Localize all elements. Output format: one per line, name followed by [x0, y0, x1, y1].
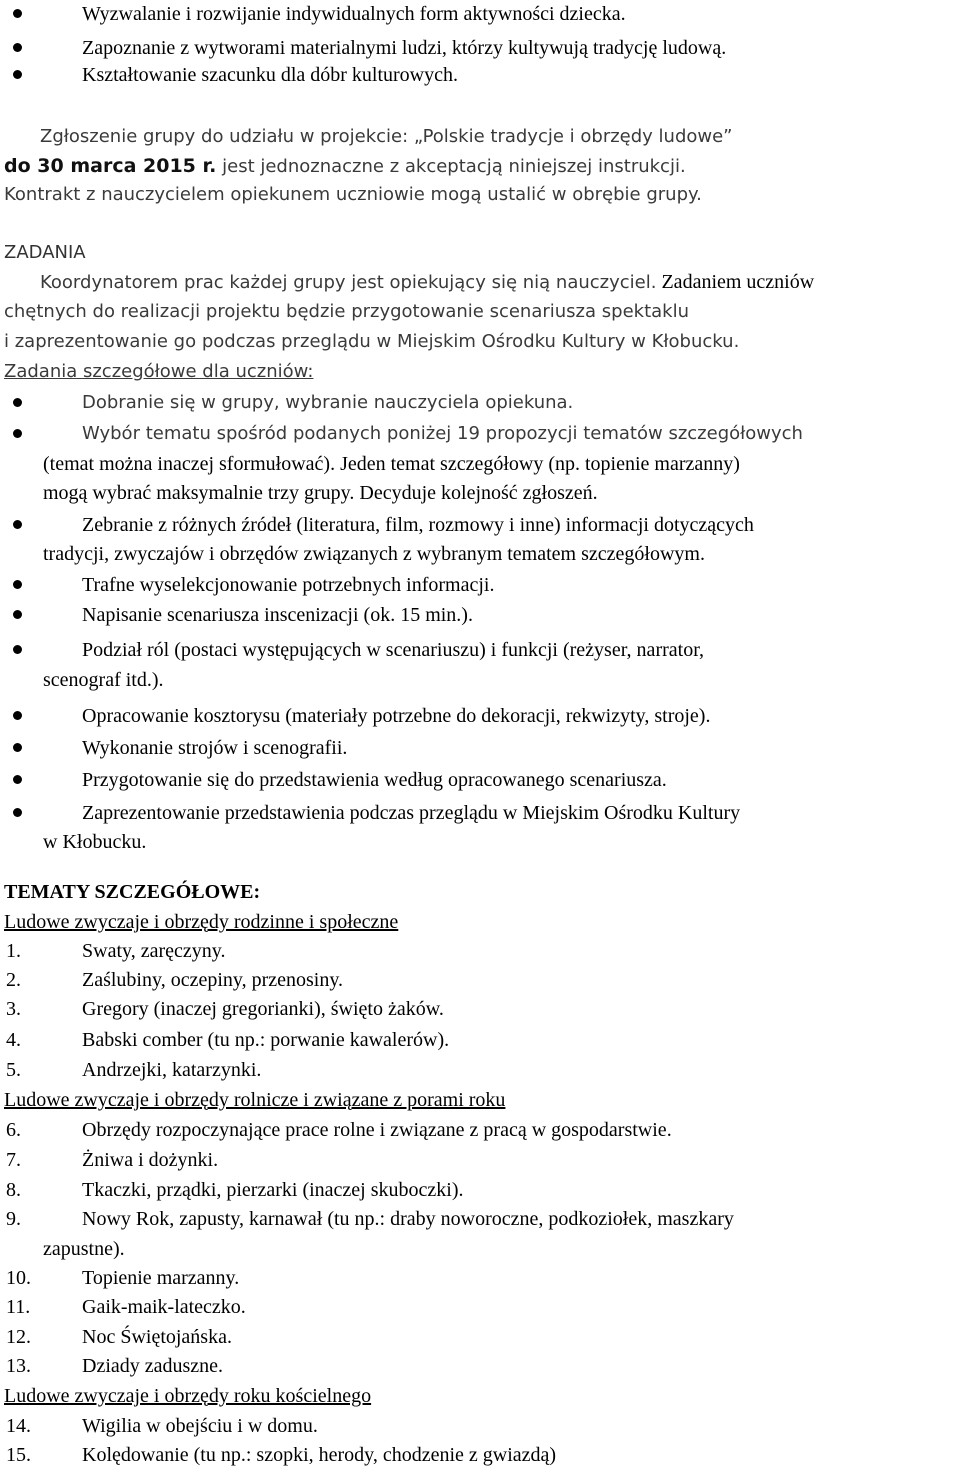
task-text-continuation: mogą wybrać maksymalnie trzy grupy. Decyduje kolejność zgłoszeń. — [43, 482, 598, 504]
topic-number: 7. — [6, 1149, 21, 1171]
topic-text: Babski comber (tu np.: porwanie kawalerów). — [82, 1029, 450, 1051]
zadania-line: i zaprezentowanie go podczas przeglądu w Miejskim Ośrodku Kultury w Kłobucku. — [4, 331, 740, 352]
topic-text: Kolędowanie (tu np.: szopki, herody, chodzenie z gwiazdą) — [82, 1444, 557, 1466]
task-text: Wybór tematu spośród podanych poniżej 19 propozycji tematów szczegółowych — [82, 423, 803, 444]
task-text: Napisanie scenariusza inscenizacji (ok. 15 min.). — [82, 604, 473, 626]
topic-text: Żniwa i dożynki. — [82, 1149, 219, 1171]
topic-text: Obrzędy rozpoczynające prace rolne i związane z pracą w gospodarstwie. — [82, 1119, 672, 1141]
registration-line: Zgłoszenie grupy do udziału w projekcie: „Polskie tradycje i obrzędy ludowe” — [40, 126, 733, 147]
task-text-continuation: scenograf itd.). — [43, 669, 164, 691]
intro-bullet-text: Wyzwalanie i rozwijanie indywidualnych form aktywności dziecka. — [82, 3, 626, 25]
task-text-continuation: tradycji, zwyczajów i obrzędów związanych z wybranym tematem szczegółowym. — [43, 543, 705, 565]
topic-number: 2. — [6, 969, 21, 991]
topic-number: 1. — [6, 940, 21, 962]
bullet-icon — [13, 70, 22, 79]
bullet-icon — [13, 520, 22, 529]
zadania-line: chętnych do realizacji projektu będzie przygotowanie scenariusza spektaklu — [4, 301, 689, 322]
topic-number: 8. — [6, 1179, 21, 1201]
bullet-icon — [13, 610, 22, 619]
task-text: Zaprezentowanie przedstawienia podczas przeglądu w Miejskim Ośrodku Kultury — [82, 802, 741, 824]
registration-contract-line: Kontrakt z nauczycielem opiekunem uczniowie mogą ustalić w obrębie grupy. — [4, 184, 702, 205]
bullet-icon — [13, 429, 22, 438]
topic-group-heading: Ludowe zwyczaje i obrzędy roku kościelnego — [4, 1385, 372, 1407]
task-text-start: Zadaniem uczniów — [656, 271, 815, 293]
topic-text: Swaty, zaręczyny. — [82, 940, 226, 962]
topic-text: Noc Świętojańska. — [82, 1326, 232, 1348]
task-text: Zebranie z różnych źródeł (literatura, film, rozmowy i inne) informacji dotyczących — [82, 514, 754, 536]
topic-number: 15. — [6, 1444, 31, 1466]
bullet-icon — [13, 808, 22, 817]
zadania-heading: ZADANIA — [4, 242, 86, 263]
topic-text: Zaślubiny, oczepiny, przenosiny. — [82, 969, 344, 991]
topic-text: Gregory (inaczej gregorianki), święto żaków. — [82, 998, 444, 1020]
bullet-icon — [13, 743, 22, 752]
topic-number: 14. — [6, 1415, 31, 1437]
intro-bullet-text: Zapoznanie z wytworami materialnymi ludzi, którzy kultywują tradycję ludową. — [82, 37, 727, 59]
topic-number: 9. — [6, 1208, 21, 1230]
bullet-icon — [13, 43, 22, 52]
bullet-icon — [13, 645, 22, 654]
registration-deadline-rest: jest jednoznaczne z akceptacją niniejszej instrukcji. — [216, 156, 686, 177]
registration-deadline-line — [4, 154, 686, 179]
topic-number: 3. — [6, 998, 21, 1020]
bullet-icon — [13, 9, 22, 18]
topics-heading: TEMATY SZCZEGÓŁOWE: — [4, 881, 261, 903]
bullet-icon — [13, 775, 22, 784]
task-text: Podział ról (postaci występujących w scenariuszu) i funkcji (reżyser, narrator, — [82, 639, 705, 661]
topic-number: 4. — [6, 1029, 21, 1051]
topic-text-continuation: zapustne). — [43, 1238, 125, 1260]
intro-bullet-text: Kształtowanie szacunku dla dóbr kulturowych. — [82, 64, 459, 86]
topic-number: 11. — [6, 1296, 31, 1318]
zadania-intro-line — [40, 270, 814, 295]
task-text: Wykonanie strojów i scenografii. — [82, 737, 348, 759]
task-text: Trafne wyselekcjonowanie potrzebnych informacji. — [82, 574, 495, 596]
topic-number: 6. — [6, 1119, 21, 1141]
bullet-icon — [13, 711, 22, 720]
topic-text: Andrzejki, katarzynki. — [82, 1059, 262, 1081]
task-text-continuation: (temat można inaczej sformułować). Jeden temat szczegółowy (np. topienie marzanny) — [43, 453, 740, 475]
bullet-icon — [13, 398, 22, 407]
topic-text: Dziady zaduszne. — [82, 1355, 224, 1377]
task-text: Przygotowanie się do przedstawienia według opracowanego scenariusza. — [82, 769, 667, 791]
registration-deadline: do 30 marca 2015 r. — [4, 155, 217, 177]
topic-number: 5. — [6, 1059, 21, 1081]
topic-number: 12. — [6, 1326, 31, 1348]
topic-number: 13. — [6, 1355, 31, 1377]
task-text: Dobranie się w grupy, wybranie nauczyciela opiekuna. — [82, 392, 574, 413]
topic-text: Gaik-maik-lateczko. — [82, 1296, 246, 1318]
topic-text: Topienie marzanny. — [82, 1267, 240, 1289]
coordinator-text: Koordynatorem prac każdej grupy jest opiekujący się nią nauczyciel. — [40, 272, 657, 293]
detail-tasks-heading: Zadania szczegółowe dla uczniów: — [4, 361, 314, 382]
topic-number: 10. — [6, 1267, 31, 1289]
bullet-icon — [13, 580, 22, 589]
task-text-continuation: w Kłobucku. — [43, 831, 147, 853]
topic-text: Tkaczki, prządki, pierzarki (inaczej skuboczki). — [82, 1179, 464, 1201]
topic-text: Nowy Rok, zapusty, karnawał (tu np.: draby noworoczne, podkoziołek, maszkary — [82, 1208, 734, 1230]
topic-group-heading: Ludowe zwyczaje i obrzędy rodzinne i społeczne — [4, 911, 399, 933]
task-text: Opracowanie kosztorysu (materiały potrzebne do dekoracji, rekwizyty, stroje). — [82, 705, 711, 727]
topic-group-heading: Ludowe zwyczaje i obrzędy rolnicze i związane z porami roku — [4, 1089, 506, 1111]
topic-text: Wigilia w obejściu i w domu. — [82, 1415, 318, 1437]
